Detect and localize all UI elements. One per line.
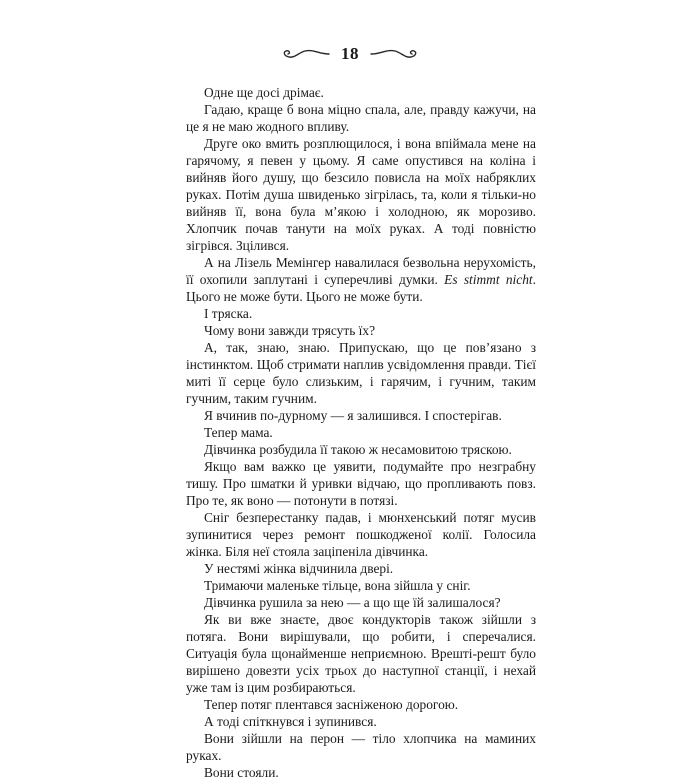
- italic-phrase: Es stimmt nicht: [444, 272, 533, 287]
- paragraph: Сніг безперестанку падав, і мюнхенський потяг мусив зупинитися через ремонт пошкодженої колії. Голосила жінка. Біля неї стояла заціпеніла дівчинка.: [186, 510, 536, 559]
- paragraph: Вони зійшли на перон — тіло хлопчика на маминих руках.: [186, 731, 536, 763]
- paragraph: У нестямі жінка відчинила двері.: [204, 561, 394, 576]
- paragraph: Дівчинка розбудила її такою ж несамовитою тряскою.: [204, 442, 512, 457]
- page-number: 18: [341, 44, 359, 63]
- paragraph: Як ви вже знаєте, двоє кондукторів також зійшли з потяга. Вони вирішували, що робити, і сперечалися. Ситуація була щонайменше неприємною. Врешті-решт було вирішено довезти усіх трьох до наступної станції, і нехай уже там із цим розбираються.: [186, 612, 536, 695]
- paragraph-text: А на Лізель Мемінгер навалилася безвольна нерухомість, її охопили заплутані і суперечливі думки.: [186, 255, 536, 287]
- paragraph: Тепер потяг плентався засніженою дорогою.: [204, 697, 459, 712]
- paragraph: Гадаю, краще б вона міцно спала, але, правду кажучи, на це я не маю жодного впливу.: [186, 102, 536, 134]
- paragraph: Вони стояли.: [204, 765, 279, 780]
- paragraph: Тепер мама.: [204, 425, 273, 440]
- paragraph: Якщо вам важко це уявити, подумайте про незграбну тишу. Про шматки й уривки відчаю, що пропливають повз. Про те, як воно — потонути в потязі.: [186, 459, 536, 508]
- left-flourish-icon: [279, 47, 331, 61]
- paragraph-text-tail: . Цього не може бути. Цього не може бути.: [186, 272, 536, 304]
- body-text: [186, 84, 536, 781]
- paragraph: Я вчинив по-дурному — я залишився. І спостерігав.: [204, 408, 502, 423]
- paragraph: А тоді спіткнувся і зупинився.: [204, 714, 377, 729]
- paragraph: А, так, знаю, знаю. Припускаю, що це пов’язано з інстинктом. Щоб стримати наплив усвідомлення правди. Тієї миті її серце було слизьким, і гарячим, і гучним, таким гучним, таким гучним.: [186, 340, 536, 406]
- paragraph: [186, 254, 536, 305]
- paragraph: Тримаючи маленьке тільце, вона зійшла у сніг.: [204, 578, 471, 593]
- paragraph: І тряска.: [204, 306, 253, 321]
- paragraph: Друге око вмить розплющилося, і вона впіймала мене на гарячому, я певен у цьому. Я саме опустився на коліна і вийняв його душу, що безсило повисла на моїх набряклих руках. Потім душа швиденько зігрілась, та, коли я тільки-но вийняв її, вона була м’якою і холодною, як морозиво. Хлопчик почав танути на моїх руках. А тоді повністю зігрівся. Зцілився.: [186, 136, 536, 253]
- paragraph: Одне ще досі дрімає.: [204, 85, 324, 100]
- right-flourish-icon: [369, 47, 421, 61]
- page-header: [0, 40, 700, 68]
- paragraph: Чому вони завжди трясуть їх?: [204, 323, 376, 338]
- paragraph: Дівчинка рушила за нею — а що ще їй залишалося?: [204, 595, 501, 610]
